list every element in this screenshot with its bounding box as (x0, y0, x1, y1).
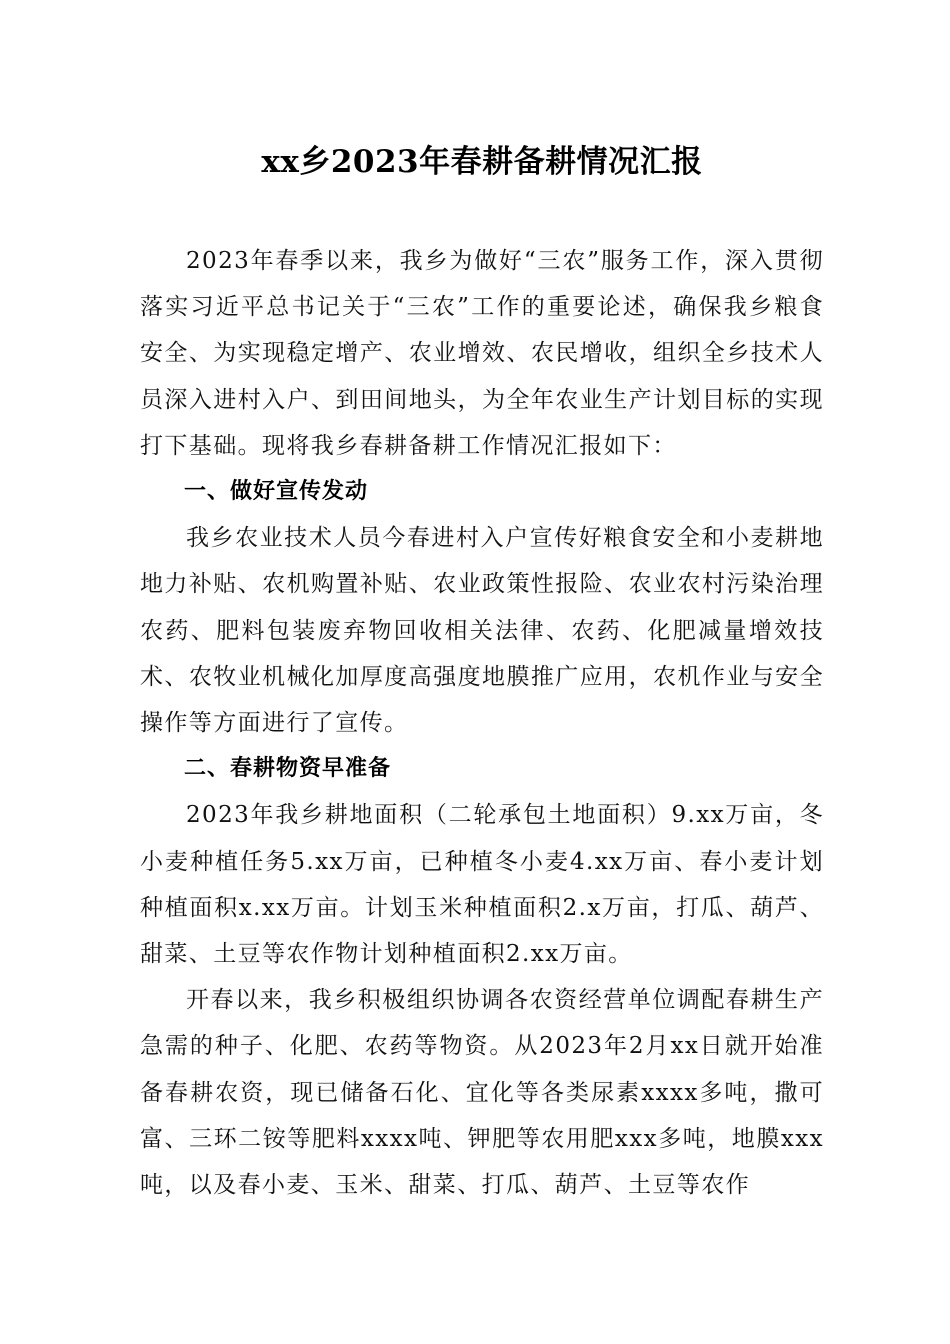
section-paragraph: 开春以来，我乡积极组织协调各农资经营单位调配春耕生产急需的种子、化肥、农药等物资。从2023年2月xx日就开始准备春耕农资，现已储备石化、宜化等各类尿素xxxx多吨，撒可富、三环二铵等肥料xxxx吨、钾肥等农用肥xxx多吨，地膜xxx吨，以及春小麦、玉米、甜菜、打瓜、葫芦、土豆等农作 (140, 987, 824, 1199)
section-heading-materials: 二、春耕物资早准备 (184, 756, 392, 782)
intro-paragraph: 2023年春季以来，我乡为做好“三农”服务工作，深入贯彻落实习近平总书记关于“三农”工作的重要论述，确保我乡粮食安全、为实现稳定增产、农业增效、农民增收，组织全乡技术人员深入进村入户、到田间地头，为全年农业生产计划目标的实现打下基础。现将我乡春耕备耕工作情况汇报如下： (140, 248, 824, 459)
section-paragraph: 我乡农业技术人员今春进村入户宣传好粮食安全和小麦耕地地力补贴、农机购置补贴、农业政策性报险、农业农村污染治理农药、肥料包装废弃物回收相关法律、农药、化肥减量增效技术、农牧业机械化加厚度高强度地膜推广应用，农机作业与安全操作等方面进行了宣传。 (140, 525, 824, 737)
section-paragraph: 2023年我乡耕地面积（二轮承包土地面积）9.xx万亩，冬小麦种植任务5.xx万亩，已种植冬小麦4.xx万亩、春小麦计划种植面积x.xx万亩。计划玉米种植面积2.x万亩，打瓜、葫芦、甜菜、土豆等农作物计划种植面积2.xx万亩。 (140, 802, 824, 968)
document-title: xx乡2023年春耕备耕情况汇报 (261, 144, 703, 180)
document-body (140, 238, 824, 1208)
section-heading-publicity: 一、做好宣传发动 (184, 479, 369, 505)
